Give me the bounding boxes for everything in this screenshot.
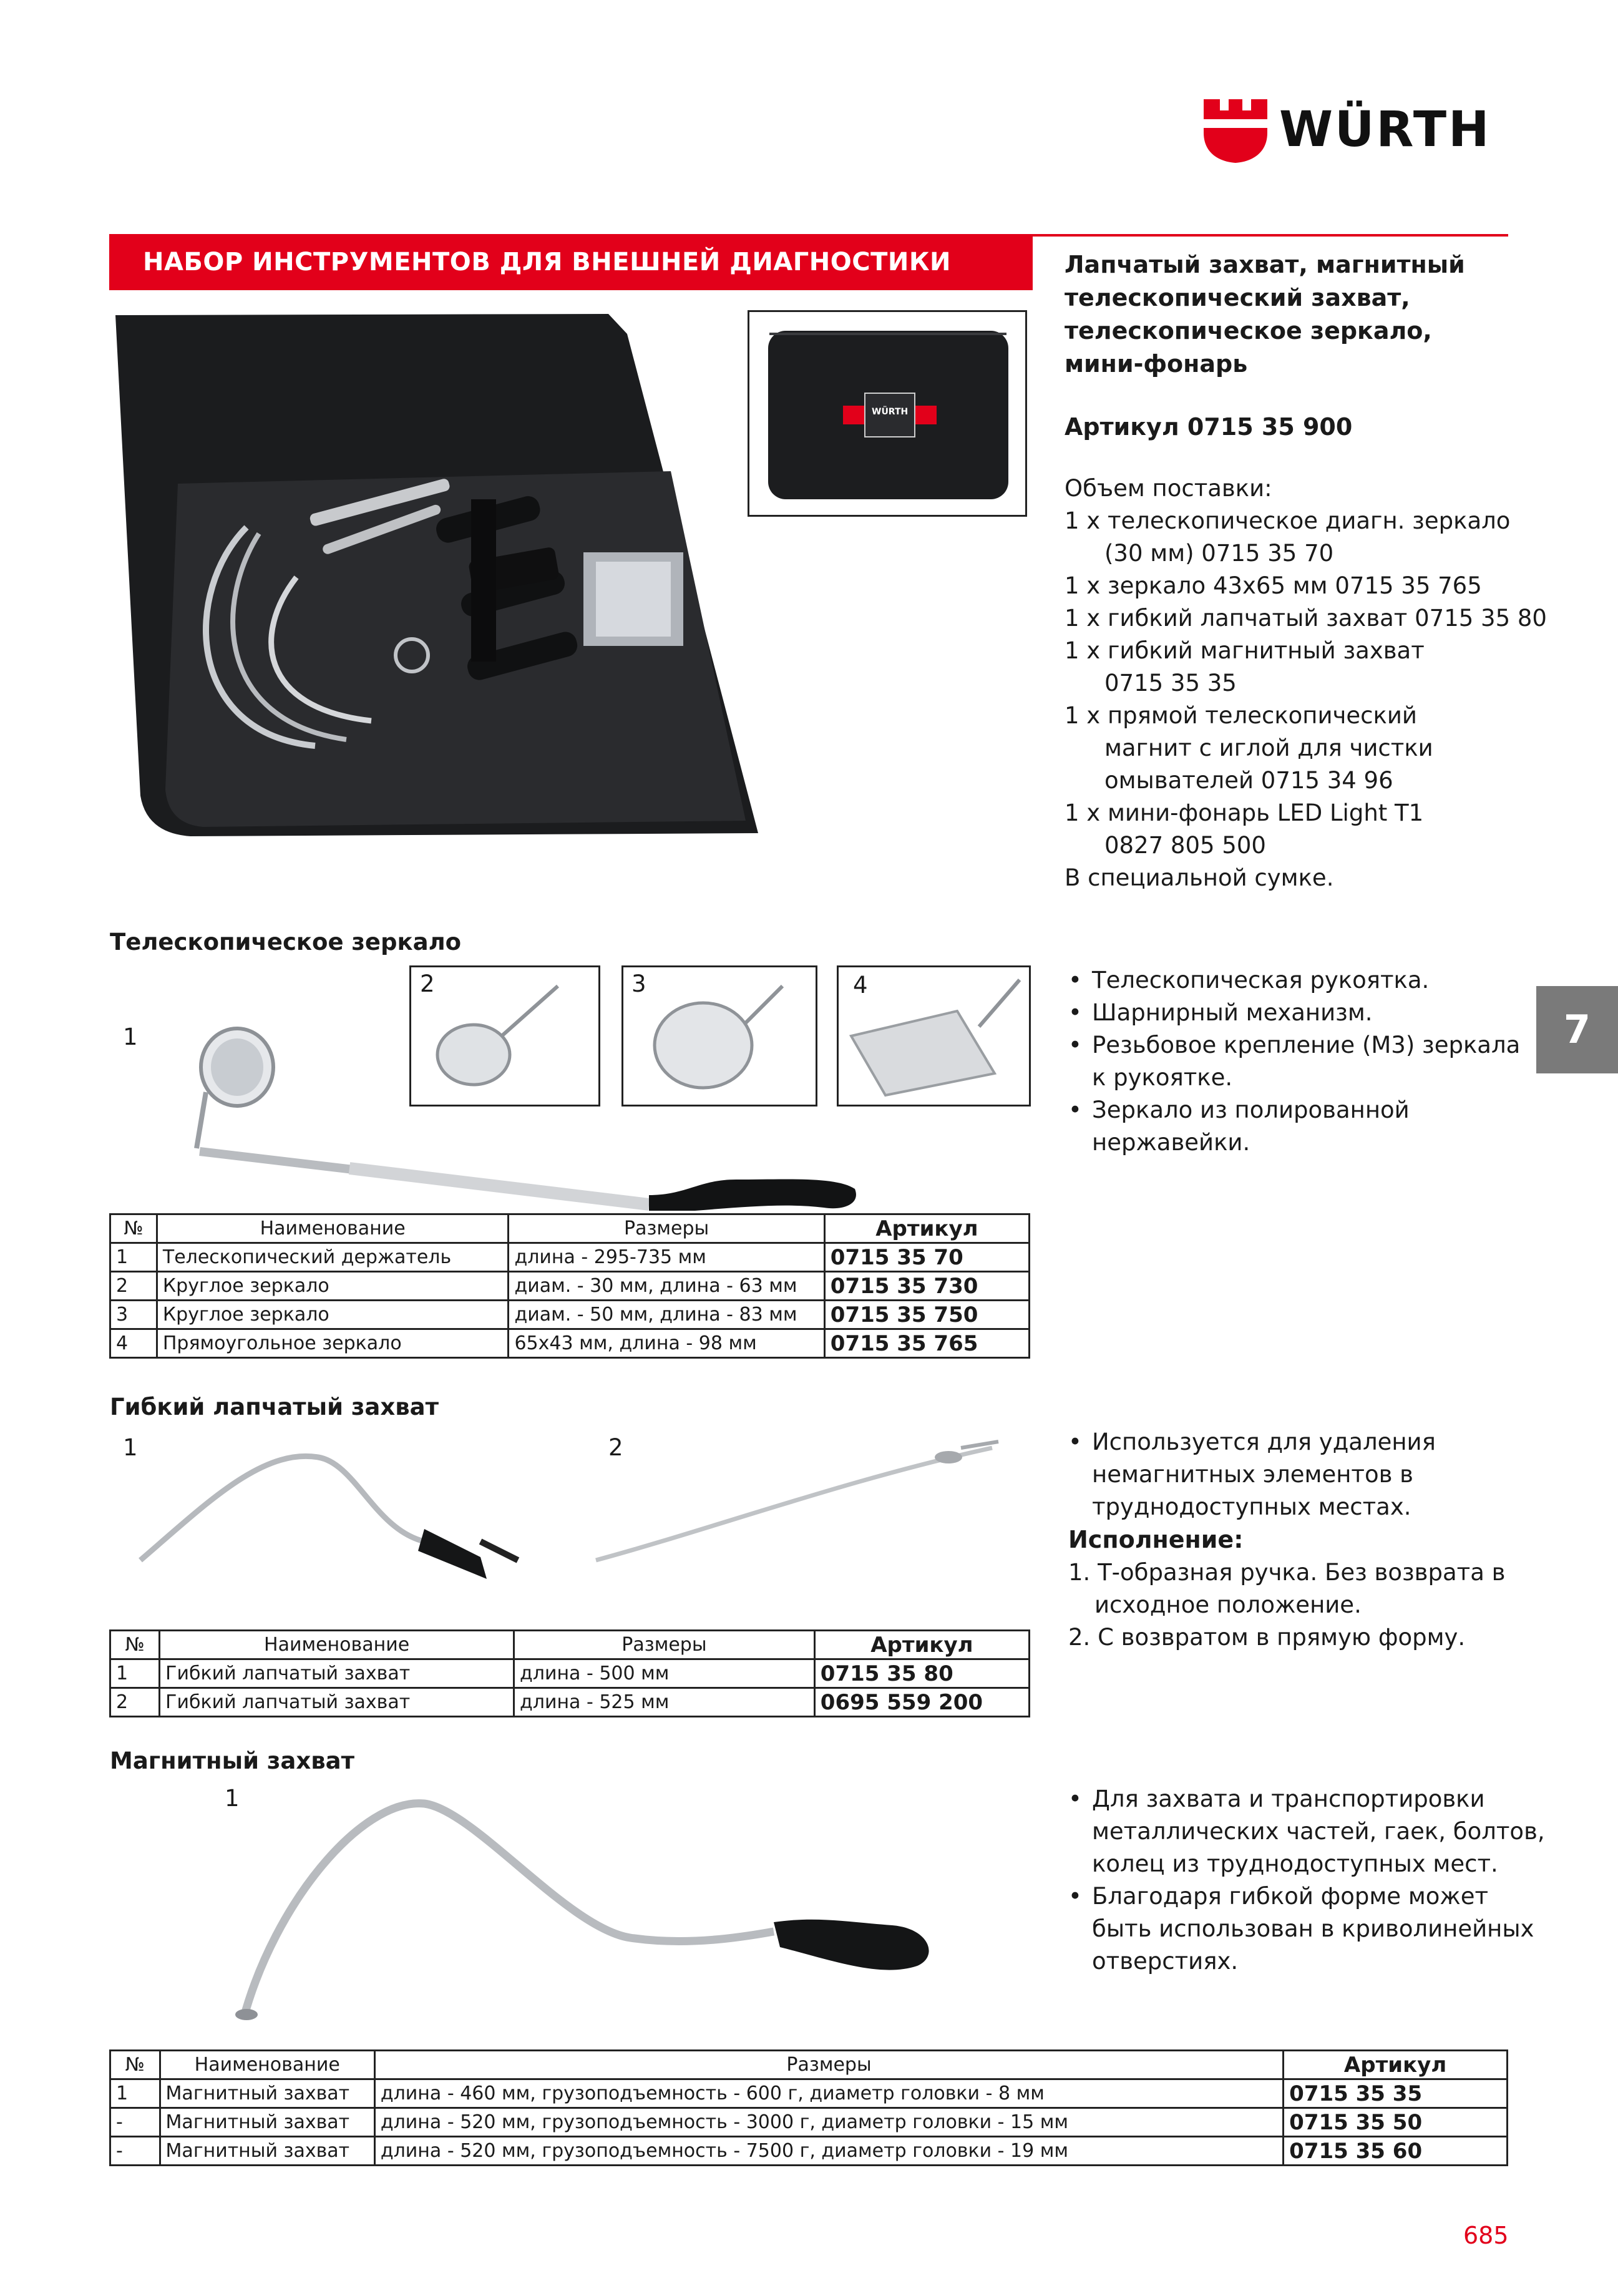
feature-line: • Телескопическая рукоятка.	[1068, 964, 1520, 997]
contents-line: 1 х прямой телескопический	[1065, 702, 1417, 729]
table-header-cell: №	[110, 2051, 160, 2079]
header-divider	[1033, 234, 1508, 237]
claw-features	[1068, 1426, 1505, 1654]
table-header-row	[110, 1214, 1030, 1243]
table-cell: длина - 520 мм, грузоподъемность - 7500 г, диаметр головки - 19 мм	[374, 2137, 1283, 2166]
magnet-tool-image	[218, 1779, 955, 2041]
product-article: Артикул 0715 35 900	[1065, 413, 1353, 441]
product-title-line: телескопическое зеркало,	[1065, 317, 1432, 344]
magnet-features	[1068, 1783, 1545, 1978]
feature-line: к рукоятке.	[1092, 1064, 1233, 1091]
table-cell: 2	[110, 1688, 160, 1717]
table-cell: -	[110, 2108, 160, 2137]
round-mirror-30-image	[409, 965, 600, 1106]
table-cell: Гибкий лапчатый захват	[160, 1688, 514, 1717]
product-title	[1065, 248, 1465, 381]
table-cell: 1	[110, 1243, 157, 1272]
table-cell: 0715 35 60	[1284, 2137, 1508, 2166]
table-header-cell: Размеры	[374, 2051, 1283, 2079]
magnet-spec-table	[109, 2049, 1508, 2166]
contents-line: 1 х телескопическое диагн. зеркало	[1065, 507, 1511, 534]
table-row	[110, 1659, 1030, 1688]
claw-variants-title: Исполнение:	[1068, 1526, 1244, 1553]
claw-spec-table	[109, 1629, 1030, 1717]
table-header-cell: Наименование	[160, 1631, 514, 1659]
claw-section-title: Гибкий лапчатый захват	[110, 1394, 439, 1420]
brand-name: WÜRTH	[1279, 102, 1491, 158]
table-cell: 0715 35 35	[1284, 2079, 1508, 2108]
feature-line: • Используется для удаления	[1068, 1426, 1505, 1458]
contents-line: 0715 35 35	[1104, 670, 1237, 696]
table-cell: длина - 500 мм	[514, 1659, 815, 1688]
table-header-cell: Артикул	[824, 1214, 1029, 1243]
mirror-image-label-3: 3	[631, 970, 646, 997]
table-header-row	[110, 2051, 1508, 2079]
table-cell: 0715 35 750	[824, 1301, 1029, 1329]
feature-line: • Резьбовое крепление (М3) зеркала	[1068, 1029, 1520, 1062]
claw-tool-2-image	[587, 1429, 1011, 1579]
table-cell: 0715 35 50	[1284, 2108, 1508, 2137]
table-header-cell: Наименование	[157, 1214, 509, 1243]
magnet-section-title: Магнитный захват	[110, 1747, 355, 1774]
table-cell: 2	[110, 1272, 157, 1301]
feature-line: • Зеркало из полированной	[1068, 1094, 1520, 1126]
table-row	[110, 2137, 1508, 2166]
table-row	[110, 1688, 1030, 1717]
table-cell: Магнитный захват	[160, 2079, 374, 2108]
table-header-cell: Размеры	[509, 1214, 824, 1243]
round-mirror-50-image	[621, 965, 817, 1106]
feature-line: • Для захвата и транспортировки	[1068, 1783, 1545, 1815]
table-cell: Магнитный захват	[160, 2137, 374, 2166]
table-cell: Прямоугольное зеркало	[157, 1329, 509, 1358]
table-header-cell: Наименование	[160, 2051, 374, 2079]
product-title-line: телескопический захват,	[1065, 284, 1410, 311]
table-cell: 1	[110, 1659, 160, 1688]
table-cell: длина - 525 мм	[514, 1688, 815, 1717]
kit-photo	[109, 309, 774, 843]
variant-line: 1. Т-образная ручка. Без возврата в	[1068, 1559, 1506, 1586]
contents-line: 1 х гибкий лапчатый захват 0715 35 80	[1065, 605, 1547, 632]
claw-tool-1-image	[131, 1435, 543, 1579]
wurth-logo-mark	[1201, 97, 1270, 165]
claw-image-label-2: 2	[608, 1434, 623, 1461]
table-row	[110, 1329, 1030, 1358]
mirror-spec-table	[109, 1213, 1030, 1359]
table-cell: 65х43 мм, длина - 98 мм	[509, 1329, 824, 1358]
variant-line: исходное положение.	[1094, 1591, 1362, 1618]
table-cell: 0695 559 200	[814, 1688, 1029, 1717]
table-cell: 4	[110, 1329, 157, 1358]
variant-line: 2. С возвратом в прямую форму.	[1068, 1624, 1466, 1651]
chapter-tab: 7	[1536, 986, 1618, 1073]
table-cell: 0715 35 70	[824, 1243, 1029, 1272]
table-cell: длина - 460 мм, грузоподъемность - 600 г, диаметр головки - 8 мм	[374, 2079, 1283, 2108]
product-title-line: Лапчатый захват, магнитный	[1065, 251, 1465, 278]
table-cell: диам. - 50 мм, длина - 83 мм	[509, 1301, 824, 1329]
contents-line: 1 х мини-фонарь LED Light T1	[1065, 799, 1424, 826]
table-cell: -	[110, 2137, 160, 2166]
product-title-line: мини-фонарь	[1065, 350, 1248, 378]
mirror-features	[1068, 964, 1520, 1159]
table-row	[110, 2108, 1508, 2137]
contents-list	[1065, 505, 1547, 894]
table-header-cell: Артикул	[814, 1631, 1029, 1659]
contents-line: омывателей 0715 34 96	[1104, 767, 1393, 794]
feature-line: • Благодаря гибкой форме может	[1068, 1880, 1545, 1913]
table-cell: 0715 35 765	[824, 1329, 1029, 1358]
table-cell: 3	[110, 1301, 157, 1329]
contents-line: магнит с иглой для чистки	[1104, 735, 1433, 761]
table-cell: Круглое зеркало	[157, 1272, 509, 1301]
table-header-cell: Размеры	[514, 1631, 815, 1659]
feature-line: • Шарнирный механизм.	[1068, 997, 1520, 1029]
mirror-image-label-4: 4	[853, 972, 868, 999]
bag-thumbnail	[748, 310, 1027, 517]
table-row	[110, 1243, 1030, 1272]
table-cell: Магнитный захват	[160, 2108, 374, 2137]
mirror-image-label-1: 1	[123, 1023, 138, 1050]
table-cell: длина - 295-735 мм	[509, 1243, 824, 1272]
claw-image-label-1: 1	[123, 1434, 138, 1461]
table-cell: длина - 520 мм, грузоподъемность - 3000 г, диаметр головки - 15 мм	[374, 2108, 1283, 2137]
feature-line: нержавейки.	[1092, 1129, 1250, 1156]
page-number: 685	[1463, 2222, 1509, 2249]
bag-logo-text: WÜRTH	[872, 407, 909, 417]
table-cell: Телескопический держатель	[157, 1243, 509, 1272]
contents-line: (30 мм) 0715 35 70	[1104, 540, 1334, 567]
feature-line: колец из труднодоступных мест.	[1092, 1850, 1498, 1877]
mirror-image-label-2: 2	[420, 970, 435, 997]
table-header-cell: №	[110, 1631, 160, 1659]
table-row	[110, 2079, 1508, 2108]
feature-line: немагнитных элементов в	[1092, 1461, 1413, 1488]
table-header-cell: Артикул	[1284, 2051, 1508, 2079]
page-title: НАБОР ИНСТРУМЕНТОВ ДЛЯ ВНЕШНЕЙ ДИАГНОСТИКИ	[143, 248, 952, 276]
table-cell: 1	[110, 2079, 160, 2108]
table-cell: Гибкий лапчатый захват	[160, 1659, 514, 1688]
table-header-cell: №	[110, 1214, 157, 1243]
mirror-section-title: Телескопическое зеркало	[110, 929, 462, 955]
feature-line: металлических частей, гаек, болтов,	[1092, 1818, 1545, 1845]
table-cell: диам. - 30 мм, длина - 63 мм	[509, 1272, 824, 1301]
table-row	[110, 1301, 1030, 1329]
table-cell: 0715 35 730	[824, 1272, 1029, 1301]
feature-line: труднодоступных местах.	[1092, 1493, 1411, 1520]
feature-line: быть использован в криволинейных	[1092, 1915, 1534, 1942]
contents-line: В специальной сумке.	[1065, 864, 1334, 891]
magnet-image-label-1: 1	[225, 1785, 240, 1812]
table-cell: 0715 35 80	[814, 1659, 1029, 1688]
contents-line: 1 х гибкий магнитный захват	[1065, 637, 1425, 664]
wurth-logo	[1201, 97, 1513, 165]
contents-line: 1 х зеркало 43х65 мм 0715 35 765	[1065, 572, 1482, 599]
section-title-band	[109, 234, 1033, 290]
contents-line: 0827 805 500	[1104, 832, 1266, 859]
table-row	[110, 1272, 1030, 1301]
table-header-row	[110, 1631, 1030, 1659]
feature-line: отверстиях.	[1092, 1948, 1239, 1975]
table-cell: Круглое зеркало	[157, 1301, 509, 1329]
contents-heading: Объем поставки:	[1065, 475, 1272, 502]
